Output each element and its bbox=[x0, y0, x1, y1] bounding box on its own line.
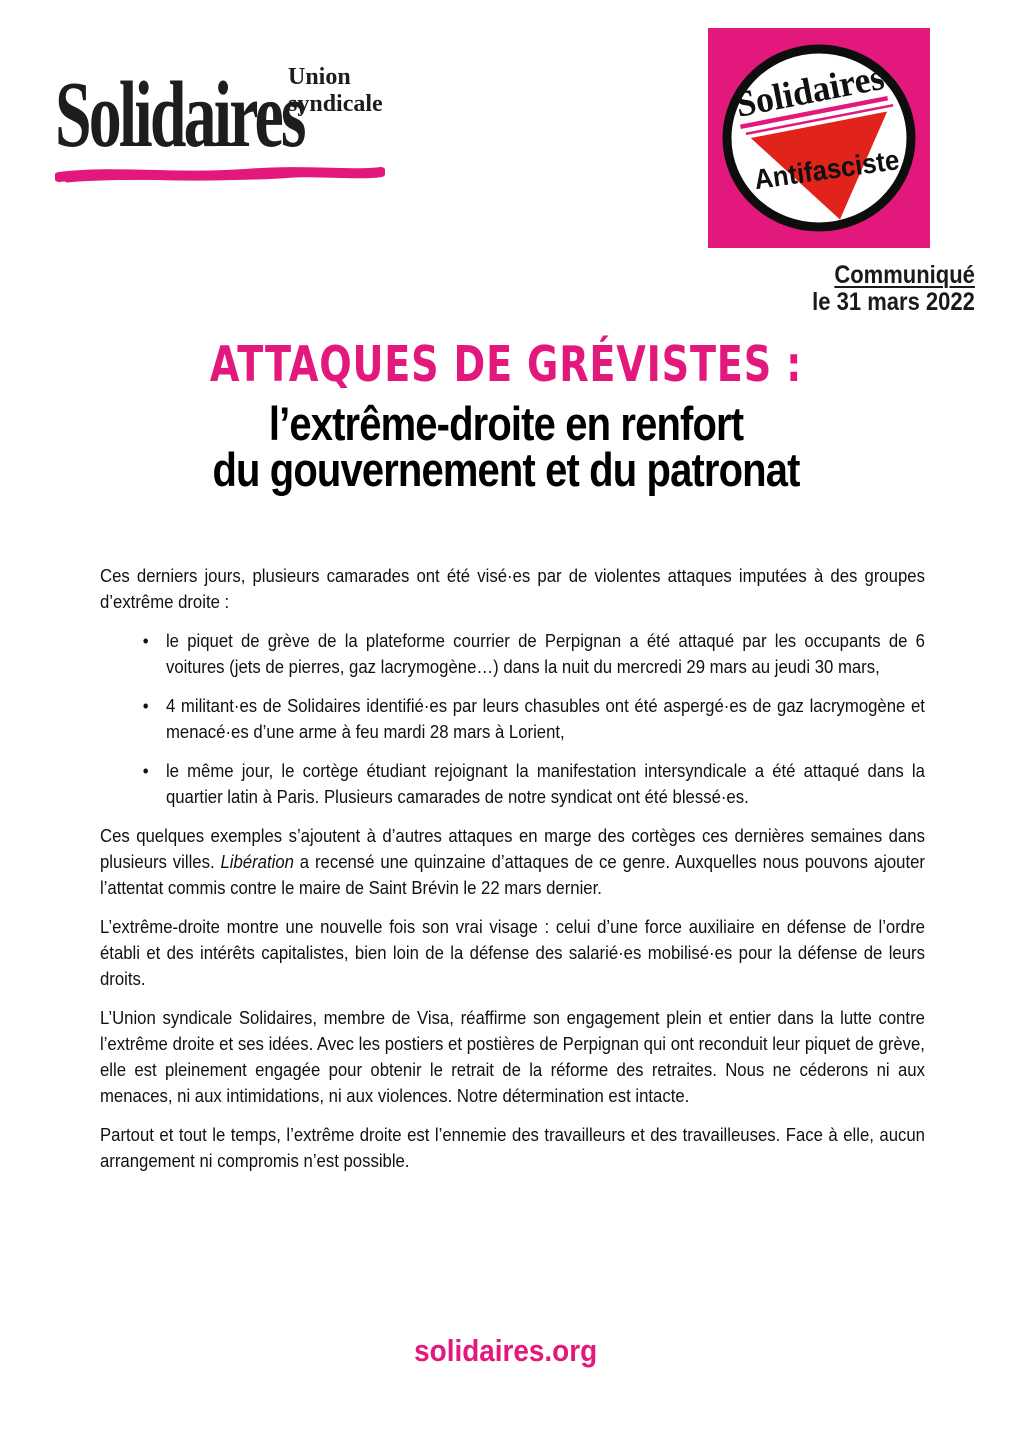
intro-paragraph: Ces derniers jours, plusieurs camarades ont été visé·es par de violentes attaques imputées à des groupes d’extrême droite : bbox=[100, 566, 925, 612]
paragraph-conclusion: Partout et tout le temps, l’extrême droite est l’ennemie des travailleurs et des travailleuses. Face à elle, aucun arrangement ni compromis n’est possible. bbox=[100, 1125, 925, 1171]
communique-header bbox=[812, 262, 975, 316]
page-subtitle-line1: l’extrême-droite en renfort bbox=[268, 397, 744, 450]
communique-label: Communiqué bbox=[834, 261, 975, 289]
attack-list bbox=[100, 628, 925, 810]
logo-super-line2: syndicale bbox=[288, 91, 383, 117]
page-subtitle bbox=[76, 397, 936, 496]
paragraph-examples-post: a recensé une quinzaine d’attaques de ce genre. Auxquelles nous pouvons ajouter l’attentat commis contre le maire de Saint Brévin le 22 mars dernier. bbox=[100, 852, 925, 898]
antifasciste-badge-icon bbox=[708, 28, 930, 248]
communique-date: le 31 mars 2022 bbox=[812, 288, 975, 316]
badge-wordmark: Solidaires bbox=[732, 55, 893, 126]
logo-underline-stroke bbox=[55, 162, 385, 188]
solidaires-logo bbox=[55, 58, 415, 198]
page-subtitle-line2: du gouvernement et du patronat bbox=[212, 443, 800, 496]
list-item: • le même jour, le cortège étudiant rejoignant la manifestation intersyndicale a été attaqué dans la quartier latin à Paris. Plusieurs camarades de notre syndicat ont été blessé·es. bbox=[143, 758, 925, 810]
page-footer bbox=[0, 1333, 1012, 1369]
body-text bbox=[100, 563, 925, 1174]
logo-super-line1: Union bbox=[288, 64, 351, 90]
paragraph-examples-pre: Ces quelques exemples s’ajoutent à d’autres attaques en marge des cortèges ces dernières semaines dans plusieurs villes. bbox=[100, 826, 925, 872]
list-item: • le piquet de grève de la plateforme courrier de Perpignan a été attaqué par les occupants de 6 voitures (jets de pierres, gaz lacrymogène…) dans la nuit du mercredi 29 mars au jeudi 30 mars, bbox=[143, 628, 925, 680]
badge-label: Antifasciste bbox=[752, 142, 914, 196]
list-item: • 4 militant·es de Solidaires identifié·es par leurs chasubles ont été aspergé·es de gaz lacrymogène et menacé·es d’une arme à feu mardi 28 mars à Lorient, bbox=[143, 693, 925, 745]
paragraph-engagement: L’Union syndicale Solidaires, membre de Visa, réaffirme son engagement plein et entier dans la lutte contre l’extrême droite et ses idées. Avec les postiers et postières de Perpignan qui ont reconduit leur piquet de grève, elle est pleinement engagée pour obtenir le retrait de la réforme des retraites. Nous ne céderons ni aux menaces, ni aux intimidations, ni aux violences. Notre détermination est intacte. bbox=[100, 1008, 925, 1106]
logo-wordmark: Solidaires bbox=[55, 63, 304, 167]
paragraph-visage: L’extrême-droite montre une nouvelle fois son vrai visage : celui d’une force auxiliaire en défense de l’ordre établi et des intérêts capitalistes, bien loin de la défense des salarié·es mobilisé·es pour la défense de leurs droits. bbox=[100, 917, 925, 989]
website-link[interactable]: solidaires.org bbox=[414, 1333, 598, 1368]
page-title: ATTAQUES DE GRÉVISTES : bbox=[209, 336, 803, 393]
paragraph-examples bbox=[100, 823, 925, 901]
newspaper-name: Libération bbox=[220, 852, 294, 872]
